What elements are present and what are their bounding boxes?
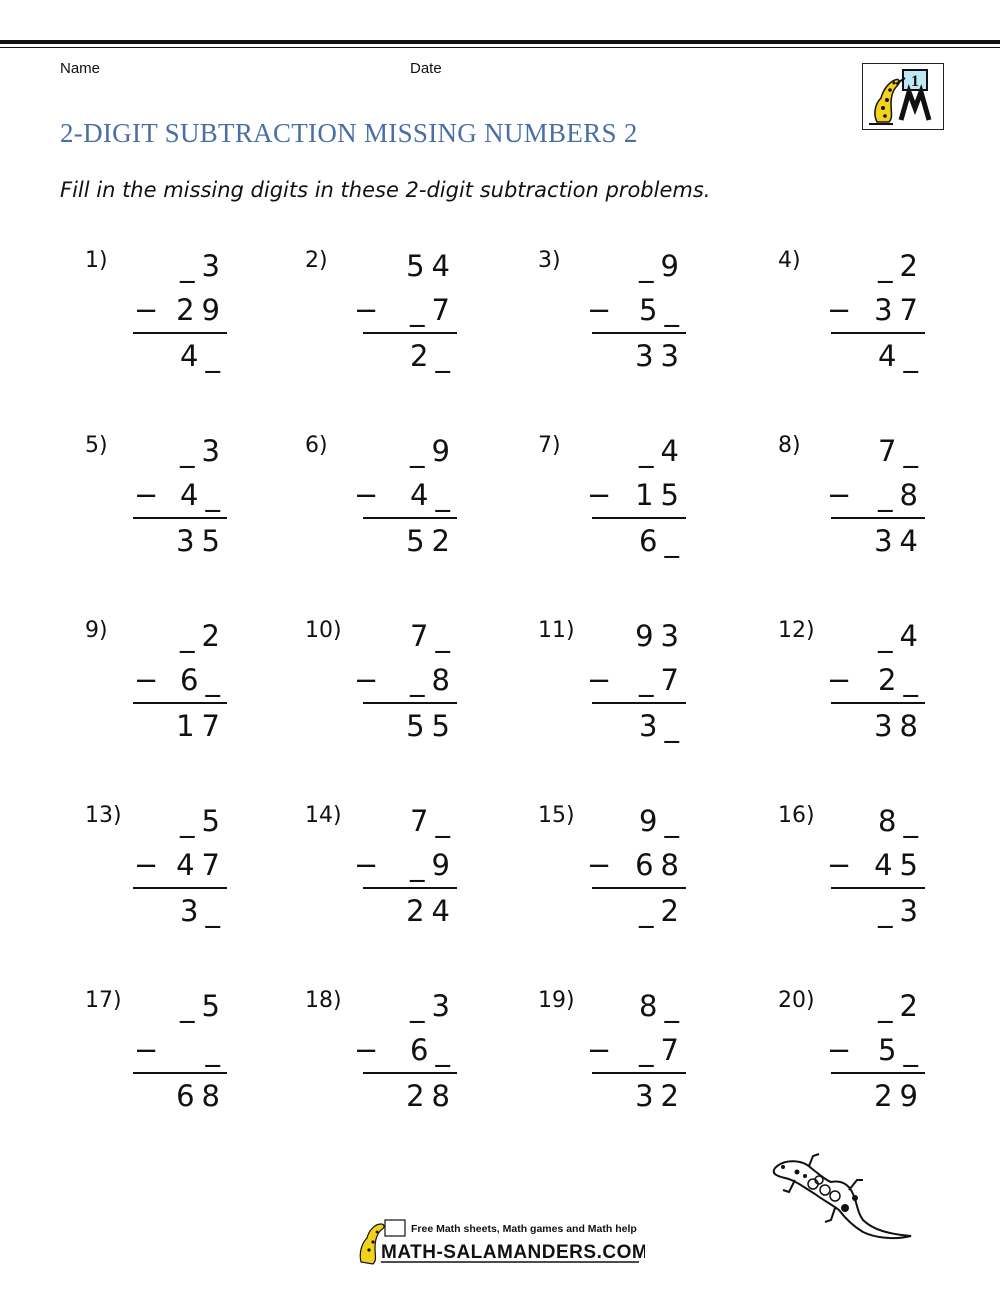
problem xyxy=(85,433,227,583)
problem xyxy=(85,248,227,398)
footer-site: MATH-SALAMANDERS.COM xyxy=(381,1242,645,1263)
problem xyxy=(538,803,686,953)
answer-line xyxy=(831,702,925,704)
problem xyxy=(305,248,457,398)
minus-sign: − xyxy=(587,293,612,327)
salamander-illustration xyxy=(765,1150,920,1250)
problem-answer: 32 xyxy=(635,1079,686,1113)
minus-sign: − xyxy=(134,478,159,512)
grade-logo xyxy=(862,63,944,130)
top-rule xyxy=(0,40,1000,44)
problem-bottom: 15 xyxy=(635,478,686,512)
problem-top: 7_ xyxy=(410,804,457,838)
name-label: Name xyxy=(60,60,101,77)
problem-top: 8_ xyxy=(639,989,686,1023)
problem-top: 54 xyxy=(406,249,457,283)
answer-line xyxy=(363,887,457,889)
problem-number: 1) xyxy=(85,248,108,273)
problem-answer: 35 xyxy=(176,524,227,558)
page-title: 2-DIGIT SUBTRACTION MISSING NUMBERS 2 xyxy=(60,118,638,148)
problem-answer: 55 xyxy=(406,709,457,743)
problem xyxy=(778,433,925,583)
minus-sign: − xyxy=(827,478,852,512)
problem-bottom: 5_ xyxy=(878,1033,925,1067)
problem xyxy=(538,988,686,1138)
problem-top: 93 xyxy=(635,619,686,653)
problem-bottom: 68 xyxy=(635,848,686,882)
answer-line xyxy=(133,887,227,889)
problem-top: _3 xyxy=(180,434,227,468)
problem-bottom: _7 xyxy=(410,293,457,327)
answer-line xyxy=(831,517,925,519)
problem xyxy=(778,803,925,953)
problem-answer: 3_ xyxy=(180,894,227,928)
problem-top: _2 xyxy=(878,989,925,1023)
minus-sign: − xyxy=(587,848,612,882)
minus-sign: − xyxy=(354,848,379,882)
minus-sign: − xyxy=(827,848,852,882)
answer-line xyxy=(592,332,686,334)
problem-number: 18) xyxy=(305,988,342,1013)
problem-bottom: _9 xyxy=(410,848,457,882)
answer-line xyxy=(363,517,457,519)
problem xyxy=(538,248,686,398)
answer-line xyxy=(363,332,457,334)
minus-sign: − xyxy=(354,663,379,697)
problem xyxy=(305,988,457,1138)
problem-number: 16) xyxy=(778,803,815,828)
problem xyxy=(85,988,227,1138)
problem xyxy=(538,618,686,768)
answer-line xyxy=(831,332,925,334)
problem-number: 3) xyxy=(538,248,561,273)
problem-top: _5 xyxy=(180,989,227,1023)
problem-bottom: 29 xyxy=(176,293,227,327)
problem-bottom: 5_ xyxy=(639,293,686,327)
problem-answer: 24 xyxy=(406,894,457,928)
minus-sign: − xyxy=(587,1033,612,1067)
minus-sign: − xyxy=(354,1033,379,1067)
minus-sign: − xyxy=(587,478,612,512)
problem-answer: 33 xyxy=(635,339,686,373)
answer-line xyxy=(831,887,925,889)
answer-line xyxy=(592,517,686,519)
minus-sign: − xyxy=(134,848,159,882)
answer-line xyxy=(133,332,227,334)
problem-bottom: 2_ xyxy=(878,663,925,697)
problem-top: 7_ xyxy=(410,619,457,653)
problem-answer: 4_ xyxy=(878,339,925,373)
problem-answer: 28 xyxy=(406,1079,457,1113)
problem-bottom: 6_ xyxy=(410,1033,457,1067)
answer-line xyxy=(133,702,227,704)
minus-sign: − xyxy=(134,1033,159,1067)
salamander-icon xyxy=(765,1150,920,1250)
problem-top: _4 xyxy=(639,434,686,468)
answer-line xyxy=(133,517,227,519)
footer-logo xyxy=(355,1218,645,1266)
problem-top: _2 xyxy=(878,249,925,283)
instructions: Fill in the missing digits in these 2-digit subtraction problems. xyxy=(60,178,711,202)
problem-answer: 4_ xyxy=(180,339,227,373)
problem-top: _3 xyxy=(410,989,457,1023)
answer-line xyxy=(363,1072,457,1074)
problem-top: 7_ xyxy=(878,434,925,468)
problem-number: 9) xyxy=(85,618,108,643)
problem-number: 7) xyxy=(538,433,561,458)
problem-top: _3 xyxy=(180,249,227,283)
problem-bottom: 37 xyxy=(874,293,925,327)
problem-number: 15) xyxy=(538,803,575,828)
problem-answer: _2 xyxy=(639,894,686,928)
problem-number: 20) xyxy=(778,988,815,1013)
problem-number: 11) xyxy=(538,618,575,643)
problem-answer: 2_ xyxy=(410,339,457,373)
answer-line xyxy=(592,887,686,889)
answer-line xyxy=(592,702,686,704)
minus-sign: − xyxy=(354,478,379,512)
problem xyxy=(778,988,925,1138)
problem-answer: 29 xyxy=(874,1079,925,1113)
minus-sign: − xyxy=(134,663,159,697)
minus-sign: − xyxy=(587,663,612,697)
problem-answer: 38 xyxy=(874,709,925,743)
answer-line xyxy=(133,1072,227,1074)
problem-bottom: _8 xyxy=(878,478,925,512)
problem-number: 6) xyxy=(305,433,328,458)
problem-answer: 34 xyxy=(874,524,925,558)
minus-sign: − xyxy=(827,1033,852,1067)
problem-number: 10) xyxy=(305,618,342,643)
problem-bottom: _7 xyxy=(639,1033,686,1067)
problem xyxy=(305,803,457,953)
problem-number: 2) xyxy=(305,248,328,273)
problem-number: 4) xyxy=(778,248,801,273)
math-salamanders-logo xyxy=(355,1218,645,1266)
problem xyxy=(305,433,457,583)
problem-bottom: 45 xyxy=(874,848,925,882)
problem xyxy=(85,803,227,953)
problem-number: 12) xyxy=(778,618,815,643)
problem-bottom: 4_ xyxy=(180,478,227,512)
problem xyxy=(85,618,227,768)
problem-number: 8) xyxy=(778,433,801,458)
problem-answer: 6_ xyxy=(639,524,686,558)
problem-top: 8_ xyxy=(878,804,925,838)
problem-number: 17) xyxy=(85,988,122,1013)
grade-badge: 1 xyxy=(911,73,919,90)
problem-top: _5 xyxy=(180,804,227,838)
problem-top: _4 xyxy=(878,619,925,653)
minus-sign: − xyxy=(134,293,159,327)
problem xyxy=(538,433,686,583)
answer-line xyxy=(831,1072,925,1074)
problem-answer: 52 xyxy=(406,524,457,558)
problem-answer: 17 xyxy=(176,709,227,743)
answer-line xyxy=(363,702,457,704)
problem-top: _9 xyxy=(410,434,457,468)
minus-sign: − xyxy=(827,293,852,327)
problem-number: 5) xyxy=(85,433,108,458)
minus-sign: − xyxy=(827,663,852,697)
problem-top: _9 xyxy=(639,249,686,283)
problem-number: 14) xyxy=(305,803,342,828)
minus-sign: − xyxy=(354,293,379,327)
salamander-teacher-icon xyxy=(863,64,943,129)
footer-tagline: Free Math sheets, Math games and Math help xyxy=(411,1223,637,1235)
problem-bottom: _ xyxy=(189,1033,227,1067)
date-label: Date xyxy=(410,60,442,77)
problem-number: 19) xyxy=(538,988,575,1013)
answer-line xyxy=(592,1072,686,1074)
problem xyxy=(305,618,457,768)
problem-number: 13) xyxy=(85,803,122,828)
problem-bottom: 47 xyxy=(176,848,227,882)
top-rule-thin xyxy=(0,47,1000,48)
problem-answer: _3 xyxy=(878,894,925,928)
problem-answer: 68 xyxy=(176,1079,227,1113)
problem-bottom: 4_ xyxy=(410,478,457,512)
problem-top: _2 xyxy=(180,619,227,653)
problem-top: 9_ xyxy=(639,804,686,838)
problem xyxy=(778,248,925,398)
problem-bottom: 6_ xyxy=(180,663,227,697)
problem-bottom: _8 xyxy=(410,663,457,697)
problem xyxy=(778,618,925,768)
problem-bottom: _7 xyxy=(639,663,686,697)
problem-answer: 3_ xyxy=(639,709,686,743)
